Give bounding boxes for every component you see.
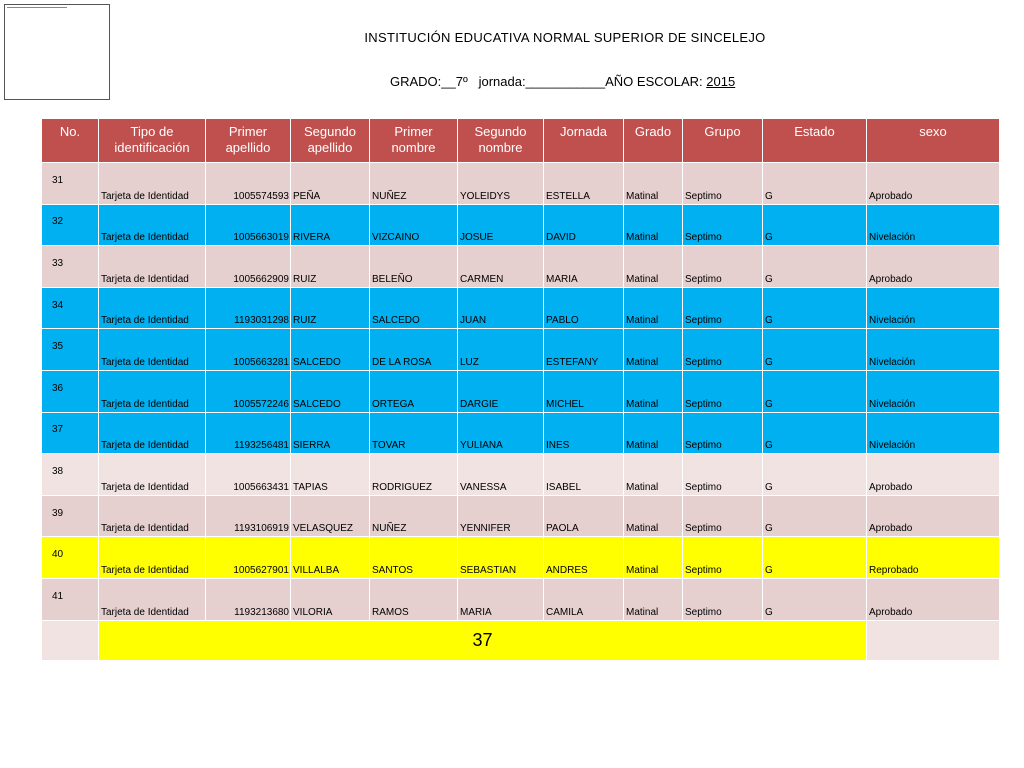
cell-estado: Nivelación <box>867 204 1000 246</box>
cell-grupo: G <box>763 163 867 205</box>
table-row <box>42 246 1000 288</box>
table-row <box>42 412 1000 454</box>
cell-jornada: Matinal <box>624 370 683 412</box>
cell-tipo-identificacion: Tarjeta de Identidad <box>99 287 206 329</box>
cell-jornada: Matinal <box>624 495 683 537</box>
cell-segundo-nombre: CAMILA <box>544 578 624 620</box>
total-count: 37 <box>99 620 867 660</box>
cell-segundo-nombre: MICHEL <box>544 370 624 412</box>
cell-estado: Aprobado <box>867 246 1000 288</box>
total-blank-cell <box>867 620 1000 660</box>
anio-value: 2015 <box>706 74 736 89</box>
column-header: Grado <box>624 119 683 163</box>
column-header: Segundo apellido <box>291 119 370 163</box>
cell-documento: 1193256481 <box>206 412 291 454</box>
cell-no: 33 <box>42 246 99 288</box>
cell-estado: Aprobado <box>867 578 1000 620</box>
grado-value: __7º <box>441 74 468 89</box>
cell-tipo-identificacion: Tarjeta de Identidad <box>99 537 206 579</box>
cell-estado: Nivelación <box>867 412 1000 454</box>
cell-grado: Septimo <box>683 287 763 329</box>
cell-estado: Nivelación <box>867 329 1000 371</box>
cell-jornada: Matinal <box>624 537 683 579</box>
cell-grupo: G <box>763 246 867 288</box>
cell-grupo: G <box>763 495 867 537</box>
cell-tipo-identificacion: Tarjeta de Identidad <box>99 578 206 620</box>
cell-primer-nombre: YOLEIDYS <box>458 163 544 205</box>
table-row <box>42 287 1000 329</box>
cell-primer-nombre: JUAN <box>458 287 544 329</box>
cell-primer-apellido: SIERRA <box>291 412 370 454</box>
cell-no: 41 <box>42 578 99 620</box>
cell-primer-nombre: LUZ <box>458 329 544 371</box>
cell-segundo-nombre: ISABEL <box>544 454 624 496</box>
logo-placeholder <box>4 4 110 100</box>
cell-primer-apellido: RUIZ <box>291 287 370 329</box>
total-blank-cell <box>42 620 99 660</box>
column-header: Primer apellido <box>206 119 291 163</box>
cell-documento: 1005627901 <box>206 537 291 579</box>
cell-segundo-apellido: VIZCAINO <box>370 204 458 246</box>
anio-label: AÑO ESCOLAR: <box>605 74 703 89</box>
cell-no: 38 <box>42 454 99 496</box>
cell-grupo: G <box>763 537 867 579</box>
cell-documento: 1193106919 <box>206 495 291 537</box>
cell-segundo-apellido: RAMOS <box>370 578 458 620</box>
cell-segundo-apellido: NUÑEZ <box>370 495 458 537</box>
cell-jornada: Matinal <box>624 287 683 329</box>
cell-no: 40 <box>42 537 99 579</box>
column-header: Grupo <box>683 119 763 163</box>
cell-estado: Reprobado <box>867 537 1000 579</box>
cell-grupo: G <box>763 412 867 454</box>
cell-segundo-apellido: SALCEDO <box>370 287 458 329</box>
cell-segundo-apellido: TOVAR <box>370 412 458 454</box>
cell-tipo-identificacion: Tarjeta de Identidad <box>99 412 206 454</box>
cell-no: 37 <box>42 412 99 454</box>
cell-grado: Septimo <box>683 578 763 620</box>
cell-tipo-identificacion: Tarjeta de Identidad <box>99 329 206 371</box>
document-subtitle <box>390 74 735 89</box>
cell-estado: Nivelación <box>867 370 1000 412</box>
table-row <box>42 370 1000 412</box>
grado-label: GRADO: <box>390 74 442 89</box>
cell-documento: 1005574593 <box>206 163 291 205</box>
cell-segundo-nombre: PAOLA <box>544 495 624 537</box>
column-header: Jornada <box>544 119 624 163</box>
cell-jornada: Matinal <box>624 163 683 205</box>
cell-tipo-identificacion: Tarjeta de Identidad <box>99 454 206 496</box>
table-row <box>42 495 1000 537</box>
total-row <box>42 620 1000 660</box>
cell-segundo-apellido: BELEÑO <box>370 246 458 288</box>
cell-primer-nombre: MARIA <box>458 578 544 620</box>
cell-segundo-nombre: PABLO <box>544 287 624 329</box>
cell-primer-nombre: SEBASTIAN <box>458 537 544 579</box>
cell-primer-apellido: RUIZ <box>291 246 370 288</box>
cell-tipo-identificacion: Tarjeta de Identidad <box>99 370 206 412</box>
cell-documento: 1005663431 <box>206 454 291 496</box>
table-row <box>42 537 1000 579</box>
cell-jornada: Matinal <box>624 454 683 496</box>
cell-estado: Aprobado <box>867 495 1000 537</box>
cell-primer-nombre: JOSUE <box>458 204 544 246</box>
cell-grupo: G <box>763 578 867 620</box>
table-row <box>42 204 1000 246</box>
cell-segundo-nombre: ESTELLA <box>544 163 624 205</box>
document-title: INSTITUCIÓN EDUCATIVA NORMAL SUPERIOR DE SINCELEJO <box>364 30 766 45</box>
cell-no: 39 <box>42 495 99 537</box>
cell-documento: 1005663019 <box>206 204 291 246</box>
cell-primer-nombre: CARMEN <box>458 246 544 288</box>
cell-segundo-apellido: SANTOS <box>370 537 458 579</box>
cell-segundo-apellido: DE LA ROSA <box>370 329 458 371</box>
cell-segundo-nombre: ESTEFANY <box>544 329 624 371</box>
cell-primer-apellido: TAPIAS <box>291 454 370 496</box>
cell-estado: Nivelación <box>867 287 1000 329</box>
cell-estado: Aprobado <box>867 163 1000 205</box>
column-header: Tipo de identificación <box>99 119 206 163</box>
column-header: No. <box>42 119 99 163</box>
cell-grado: Septimo <box>683 454 763 496</box>
column-header: Estado <box>763 119 867 163</box>
cell-primer-apellido: VILORIA <box>291 578 370 620</box>
logo-caption-line <box>7 7 67 11</box>
cell-segundo-nombre: INES <box>544 412 624 454</box>
cell-grupo: G <box>763 454 867 496</box>
student-table <box>41 118 1000 661</box>
cell-grado: Septimo <box>683 537 763 579</box>
cell-documento: 1193031298 <box>206 287 291 329</box>
cell-tipo-identificacion: Tarjeta de Identidad <box>99 204 206 246</box>
cell-primer-apellido: SALCEDO <box>291 329 370 371</box>
cell-grado: Septimo <box>683 495 763 537</box>
cell-jornada: Matinal <box>624 578 683 620</box>
cell-primer-apellido: SALCEDO <box>291 370 370 412</box>
cell-segundo-apellido: NUÑEZ <box>370 163 458 205</box>
cell-jornada: Matinal <box>624 412 683 454</box>
cell-primer-nombre: YULIANA <box>458 412 544 454</box>
cell-no: 31 <box>42 163 99 205</box>
cell-documento: 1193213680 <box>206 578 291 620</box>
cell-no: 35 <box>42 329 99 371</box>
cell-jornada: Matinal <box>624 329 683 371</box>
cell-segundo-apellido: ORTEGA <box>370 370 458 412</box>
cell-segundo-nombre: ANDRES <box>544 537 624 579</box>
cell-primer-nombre: VANESSA <box>458 454 544 496</box>
cell-tipo-identificacion: Tarjeta de Identidad <box>99 163 206 205</box>
table-row <box>42 454 1000 496</box>
cell-documento: 1005572246 <box>206 370 291 412</box>
column-header: Segundo nombre <box>458 119 544 163</box>
column-header: sexo <box>867 119 1000 163</box>
cell-grado: Septimo <box>683 204 763 246</box>
cell-jornada: Matinal <box>624 246 683 288</box>
cell-jornada: Matinal <box>624 204 683 246</box>
cell-primer-apellido: VELASQUEZ <box>291 495 370 537</box>
cell-primer-nombre: DARGIE <box>458 370 544 412</box>
cell-grado: Septimo <box>683 329 763 371</box>
cell-grupo: G <box>763 329 867 371</box>
jornada-label: jornada: <box>478 74 526 89</box>
table-header-row <box>42 119 1000 163</box>
cell-primer-apellido: PEÑA <box>291 163 370 205</box>
cell-primer-nombre: YENNIFER <box>458 495 544 537</box>
cell-primer-apellido: RIVERA <box>291 204 370 246</box>
cell-grado: Septimo <box>683 246 763 288</box>
cell-grupo: G <box>763 287 867 329</box>
cell-grado: Septimo <box>683 370 763 412</box>
cell-grado: Septimo <box>683 163 763 205</box>
cell-documento: 1005662909 <box>206 246 291 288</box>
cell-segundo-apellido: RODRIGUEZ <box>370 454 458 496</box>
cell-tipo-identificacion: Tarjeta de Identidad <box>99 495 206 537</box>
cell-primer-apellido: VILLALBA <box>291 537 370 579</box>
cell-grupo: G <box>763 370 867 412</box>
cell-documento: 1005663281 <box>206 329 291 371</box>
cell-no: 34 <box>42 287 99 329</box>
cell-no: 36 <box>42 370 99 412</box>
cell-no: 32 <box>42 204 99 246</box>
table-row <box>42 163 1000 205</box>
cell-estado: Aprobado <box>867 454 1000 496</box>
cell-segundo-nombre: MARIA <box>544 246 624 288</box>
column-header: Primer nombre <box>370 119 458 163</box>
table-row <box>42 578 1000 620</box>
table-row <box>42 329 1000 371</box>
jornada-value: ___________ <box>525 74 606 89</box>
cell-grupo: G <box>763 204 867 246</box>
cell-tipo-identificacion: Tarjeta de Identidad <box>99 246 206 288</box>
cell-grado: Septimo <box>683 412 763 454</box>
cell-segundo-nombre: DAVID <box>544 204 624 246</box>
